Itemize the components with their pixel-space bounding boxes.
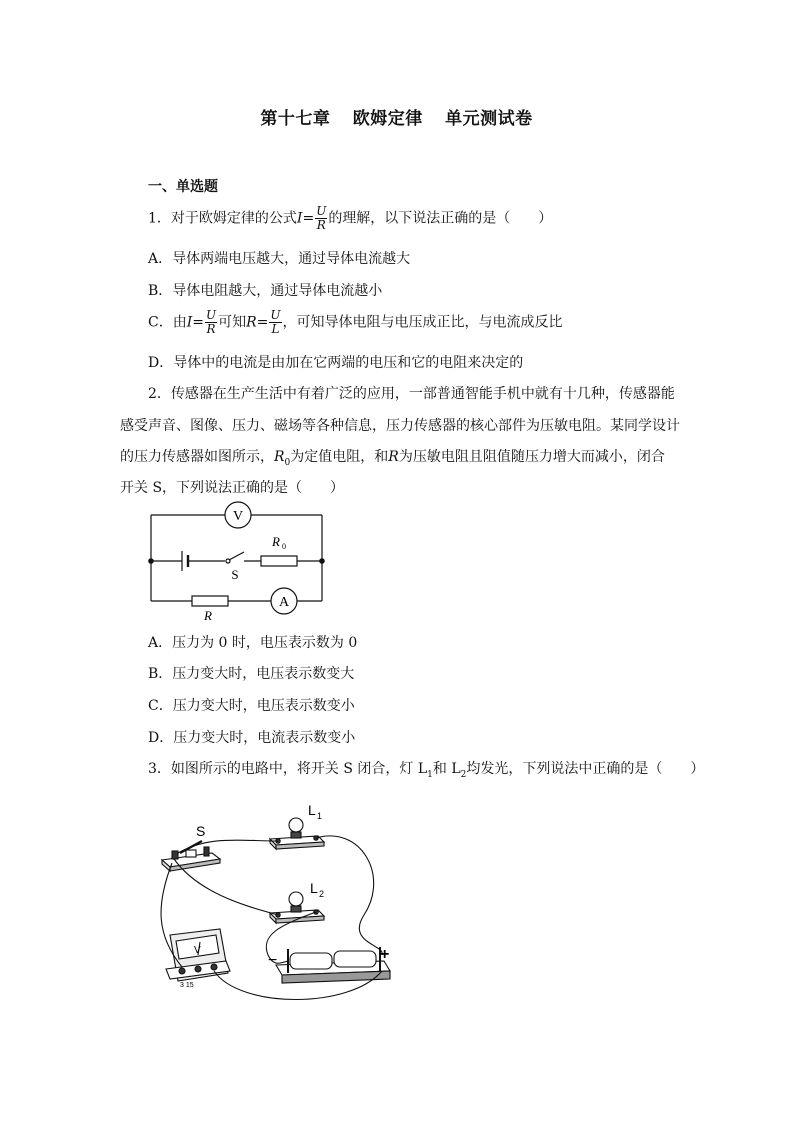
q3-suffix: 均发光，下列说法中正确的是（ ） [466, 761, 705, 777]
q1-option-c [148, 309, 563, 336]
q1-fraction [315, 205, 327, 232]
lamp-l2-label: L [310, 880, 318, 896]
lamp-l1-label: L [308, 802, 316, 818]
q2-option-a: A．压力为 0 时，电压表示数为 0 [148, 635, 358, 651]
q2-line3-r0-sub: 0 [284, 457, 291, 468]
battery-cell-1 [290, 953, 332, 969]
title-topic: 欧姆定律 [352, 109, 423, 129]
lamp-l2-label-sub: 2 [319, 889, 325, 899]
q2-line3-c: 为压敏电阻且阻值随压力增大而减小，闭合 [398, 449, 665, 465]
q1c-f2-den: L [271, 322, 280, 336]
q2-line-3 [120, 446, 665, 468]
battery-minus-label: − [268, 952, 278, 969]
q2-line-1: 2．传感器在生产生活中有着广泛的应用，一部普通智能手机中就有十几种，传感器能 [148, 386, 675, 402]
q3-sub1: 1 [427, 769, 433, 780]
q2-line3-r: R [388, 449, 399, 465]
q1c-mid: 可知 [218, 314, 247, 331]
q3-mid: 和 L [432, 761, 461, 777]
q1c-r: R [246, 314, 257, 331]
voltmeter-label: V [232, 509, 244, 524]
q1-frac-num: U [316, 204, 327, 218]
q2-line3-b: 为定值电阻，和 [290, 449, 389, 465]
voltmeter-scale-label: 3 15 [180, 982, 194, 989]
q1-suffix: 的理解，以下说法正确的是（ ） [328, 210, 553, 227]
q2-line3-a: 的压力传感器如图所示， [120, 449, 274, 465]
wire-l1-battery [316, 836, 382, 955]
title-type: 单元测试卷 [445, 109, 533, 129]
q1c-fraction-2 [269, 309, 281, 336]
r0-resistor [261, 556, 297, 566]
lamp-l1-label-sub: 1 [317, 811, 323, 821]
page-title [0, 104, 793, 129]
q1c-prefix: C．由 [148, 314, 187, 331]
q2-option-d: D．压力变大时，电流表示数变小 [148, 730, 356, 746]
q1c-eq1: = [192, 314, 204, 331]
left-junction [148, 558, 154, 564]
q3-sub2: 2 [460, 769, 467, 780]
q1c-fraction-1 [205, 309, 217, 336]
question-1-stem [148, 205, 552, 232]
r-resistor [192, 596, 228, 606]
q2-line-2: 感受声音、图像、压力、磁场等各种信息，压力传感器的核心部件为压敏电阻。某同学设计 [120, 418, 680, 434]
q2-option-b: B．压力变大时，电压表示数变大 [148, 666, 355, 682]
r-label: R [204, 608, 212, 620]
q1-option-b: B．导体电阻越大，通过导体电流越小 [148, 283, 383, 299]
q2-line3-r0: R [274, 449, 285, 465]
q1-option-a: A．导体两端电压越大，通过导体电流越大 [148, 251, 411, 267]
switch-label: S [231, 567, 239, 582]
ammeter-label: A [278, 595, 290, 610]
right-junction [319, 558, 325, 564]
q2-circuit-diagram [140, 500, 340, 620]
q1c-f1-num: U [205, 308, 217, 322]
q1-prefix: 1．对于欧姆定律的公式 [148, 210, 297, 227]
battery-plus-label: + [380, 946, 390, 963]
q1-frac-den: R [316, 218, 326, 232]
q3-prefix: 3．如图所示的电路中，将开关 S 闭合，灯 L [148, 761, 428, 777]
question-3-stem [148, 758, 704, 780]
q1c-eq2: = [256, 314, 269, 331]
q1c-f1-den: R [206, 322, 216, 336]
battery-cell-2 [334, 951, 376, 967]
section-heading: 一、单选题 [148, 179, 218, 195]
r0-label: R [272, 534, 280, 549]
q2-option-c: C．压力变大时，电压表示数变小 [148, 698, 355, 714]
q1c-i: I [186, 314, 193, 331]
q1c-suffix: ，可知导体电阻与电压成正比，与电流成反比 [282, 314, 563, 331]
switch-s-label: S [196, 823, 206, 839]
r0-label-sub: 0 [282, 542, 286, 551]
q3-apparatus-diagram [150, 795, 410, 1015]
q1-formula-i: I [296, 210, 303, 227]
q1-option-d: D．导体中的电流是由加在它两端的电压和它的电阻来决定的 [148, 355, 524, 371]
q1c-f2-num: U [270, 308, 281, 322]
q1-formula-eq: = [302, 210, 315, 227]
q2-line-4: 开关 S，下列说法正确的是（ ） [120, 480, 345, 496]
voltmeter-face-label: V [194, 945, 201, 956]
title-chapter: 第十七章 [260, 109, 331, 129]
